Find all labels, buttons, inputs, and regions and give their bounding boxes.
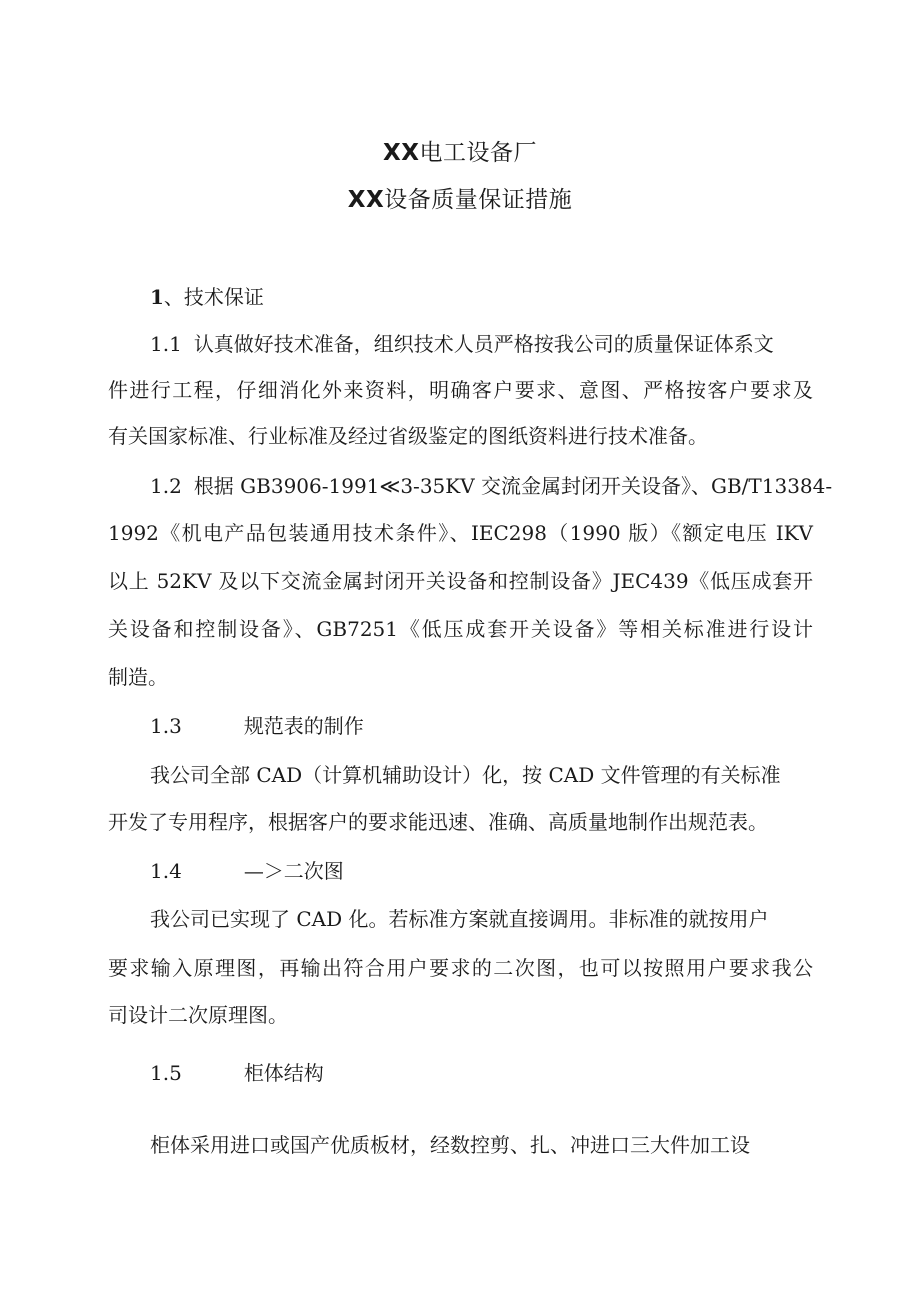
- title-text-2: 设备质量保证措施: [384, 187, 573, 213]
- section-1-4-heading: [150, 855, 344, 884]
- section-1-4-line-1: 我公司已实现了 CAD 化。若标准方案就直接调用。非标准的就按用户: [150, 907, 769, 931]
- section-1-3-heading: [150, 710, 364, 739]
- section-1-2-line-4: 关设备和控制设备》、GB7251《低压成套开关设备》等相关标准进行设计: [108, 617, 813, 641]
- section-1-1-line-2: 件进行工程，仔细消化外来资料，明确客户要求、意图、严格按客户要求及: [108, 378, 813, 402]
- document-title-line-1: [0, 134, 920, 167]
- section-1-5-line-1: 柜体采用进口或国产优质板材，经数控剪、扎、冲进口三大件加工设: [150, 1133, 750, 1157]
- section-1-2-line-5: 制造。: [108, 665, 168, 689]
- section-1-heading: [150, 281, 264, 310]
- section-1-4-line-3: 司设计二次原理图。: [108, 1003, 288, 1027]
- section-1-4-title: —＞二次图: [243, 859, 344, 883]
- section-1-1-number: 1.1: [150, 332, 182, 356]
- section-1-3-line-2: 开发了专用程序，根据客户的要求能迅速、准确、高质量地制作出规范表。: [108, 810, 768, 834]
- section-1-3-number: 1.3: [150, 714, 182, 738]
- section-1-5-heading: [150, 1057, 324, 1086]
- section-1-2-line-1: [150, 470, 832, 499]
- section-1-3-title: 规范表的制作: [243, 714, 364, 738]
- title-text-1: 电工设备厂: [419, 140, 537, 166]
- section-1-1-line-3: 有关国家标准、行业标准及经过省级鉴定的图纸资料进行技术准备。: [108, 424, 708, 448]
- section-1-title: 、技术保证: [163, 285, 264, 309]
- section-1-2-text-1: 根据 GB3906-1991≪3-35KV 交流金属封闭开关设备》、GB/T13384-: [193, 474, 833, 498]
- section-1-5-number: 1.5: [150, 1061, 182, 1085]
- section-1-4-number: 1.4: [150, 859, 182, 883]
- section-1-2-number: 1.2: [150, 474, 182, 498]
- document-title-line-2: [0, 181, 920, 214]
- section-1-5-title: 柜体结构: [243, 1061, 324, 1085]
- title-prefix-2: XX: [347, 187, 385, 213]
- section-1-2-line-2: 1992《机电产品包装通用技术条件》、IEC298（1990 版）《额定电压 IKV: [108, 521, 813, 545]
- section-1-2-line-3: 以上 52KV 及以下交流金属封闭开关设备和控制设备》JEC439《低压成套开: [108, 569, 813, 593]
- section-1-number: 1: [150, 285, 164, 309]
- title-prefix-1: XX: [383, 140, 420, 166]
- section-1-1-text-1: 认真做好技术准备，组织技术人员严格按我公司的质量保证体系文: [193, 332, 774, 356]
- section-1-1-line-1: [150, 328, 774, 357]
- section-1-4-line-2: 要求输入原理图，再输出符合用户要求的二次图，也可以按照用户要求我公: [108, 956, 813, 980]
- section-1-3-line-1: 我公司全部 CAD（计算机辅助设计）化，按 CAD 文件管理的有关标准: [150, 763, 781, 787]
